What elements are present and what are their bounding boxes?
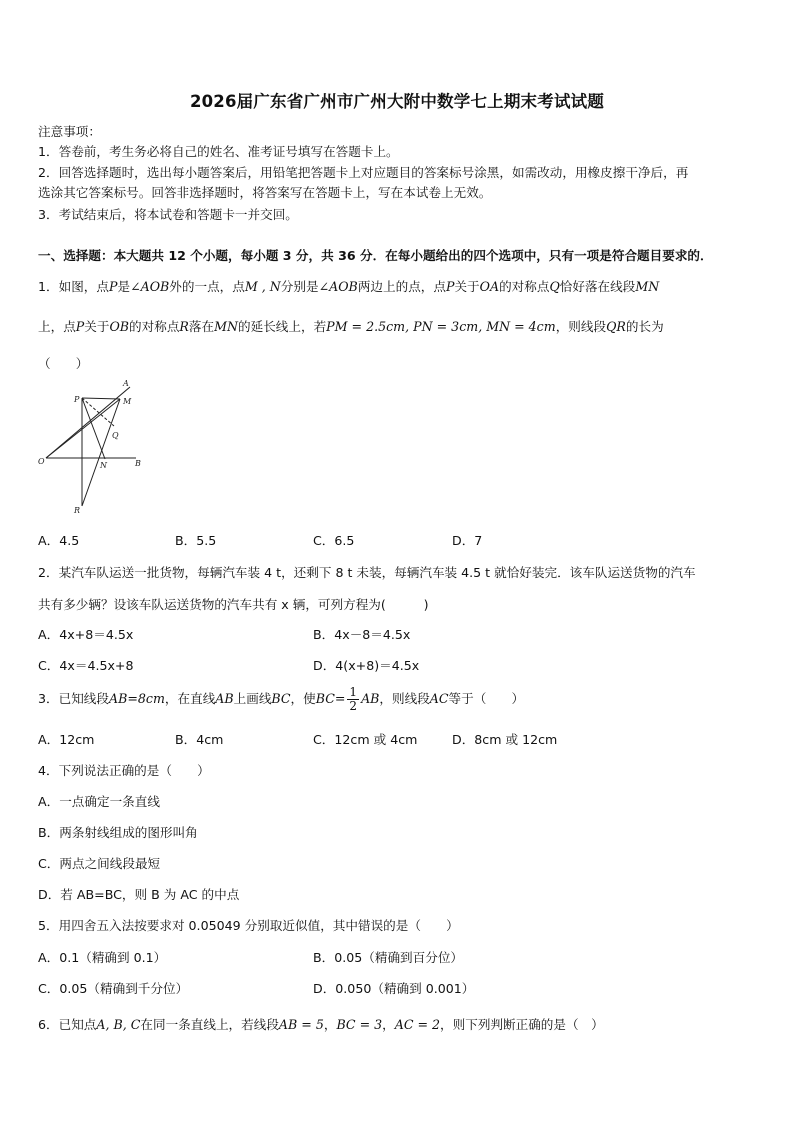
q1-answer-paren: （ ） bbox=[38, 356, 89, 371]
label-o: O bbox=[38, 457, 45, 466]
section-heading: 一、选择题：本大题共 12 个小题，每小题 3 分，共 36 分．在每小题给出的四个选项中，只有一项是符合题目要求的． bbox=[38, 248, 713, 263]
segment-om bbox=[46, 399, 120, 458]
q2-option-b[interactable]: B．4x－8＝4.5x bbox=[313, 627, 411, 642]
segment-pm bbox=[82, 398, 120, 399]
q5-stem: 5．用四舍五入法按要求对 0.05049 分别取近似值，其中错误的是（ ） bbox=[38, 918, 459, 933]
label-b: B bbox=[135, 459, 141, 468]
q1-option-c[interactable]: C．6.5 bbox=[313, 533, 355, 548]
notice-item-2: 2．回答选择题时，选出每小题答案后，用铅笔把答题卡上对应题目的答案标号涂黑，如需改动，用橡皮擦干净后，再 bbox=[38, 165, 689, 180]
label-p: P bbox=[74, 395, 80, 404]
q1-option-a[interactable]: A．4.5 bbox=[38, 533, 80, 548]
page-title: 2026届广东省广州市广州大附中数学七上期末考试试题 bbox=[189, 92, 605, 111]
q3-option-c[interactable]: C．12cm 或 4cm bbox=[313, 732, 418, 747]
q4-stem: 4．下列说法正确的是（ ） bbox=[38, 763, 210, 778]
label-m: M bbox=[123, 397, 132, 406]
q2-option-d[interactable]: D．4(x+8)＝4.5x bbox=[313, 658, 420, 673]
q1-line-2: 上，点P关于OB的对称点R落在MN的延长线上，若PM = 2.5cm, PN = 3cm, MN = 4cm，则线段QR的长为 bbox=[38, 319, 664, 334]
q3-option-d[interactable]: D．8cm 或 12cm bbox=[452, 732, 558, 747]
q4-option-d[interactable]: D．若 AB=BC，则 B 为 AC 的中点 bbox=[38, 887, 240, 902]
q1-line-1: 1．如图，点P是∠AOB外的一点，点M , N分别是∠AOB两边上的点，点P关于OA的对称点Q恰好落在线段MN bbox=[38, 279, 660, 294]
q4-option-c[interactable]: C．两点之间线段最短 bbox=[38, 856, 161, 871]
q4-option-a[interactable]: A．一点确定一条直线 bbox=[38, 794, 160, 809]
notice-item-2-cont: 选涂其它答案标号。回答非选择题时，将答案写在答题卡上，写在本试卷上无效。 bbox=[38, 185, 492, 200]
q5-option-c[interactable]: C．0.05（精确到千分位） bbox=[38, 981, 189, 996]
q2-option-a[interactable]: A．4x+8＝4.5x bbox=[38, 627, 134, 642]
notice-item-3: 3．考试结束后，将本试卷和答题卡一并交回。 bbox=[38, 207, 298, 222]
notice-item-1: 1．答卷前，考生务必将自己的姓名、准考证号填写在答题卡上。 bbox=[38, 144, 399, 159]
q3-stem: 3．已知线段AB=8cm，在直线AB上画线BC，使BC= $\frac{1}{2}$ AB，则线段AC等于（ ） bbox=[38, 685, 525, 713]
q6-stem: 6．已知点A, B, C在同一条直线上，若线段AB = 5，BC = 3，AC = 2，则下列判断正确的是（ ） bbox=[38, 1017, 604, 1032]
label-q: Q bbox=[112, 431, 119, 440]
fraction-one-half: $\frac{1}{2}$ bbox=[349, 685, 358, 713]
q1-option-d[interactable]: D．7 bbox=[452, 533, 483, 548]
q3-option-b[interactable]: B．4cm bbox=[175, 732, 224, 747]
q5-option-a[interactable]: A．0.1（精确到 0.1） bbox=[38, 950, 167, 965]
label-n: N bbox=[100, 461, 107, 470]
q5-option-d[interactable]: D．0.050（精确到 0.001） bbox=[313, 981, 475, 996]
q4-option-b[interactable]: B．两条射线组成的图形叫角 bbox=[38, 825, 198, 840]
q2-line-2: 共有多少辆？设该车队运送货物的汽车共有 x 辆，可列方程为( ) bbox=[38, 597, 429, 612]
q3-option-a[interactable]: A．12cm bbox=[38, 732, 95, 747]
q1-option-b[interactable]: B．5.5 bbox=[175, 533, 217, 548]
q5-option-b[interactable]: B．0.05（精确到百分位） bbox=[313, 950, 464, 965]
label-r: R bbox=[74, 506, 81, 515]
label-a: A bbox=[123, 379, 129, 388]
notice-heading: 注意事项： bbox=[38, 124, 101, 139]
q2-line-1: 2．某汽车队运送一批货物，每辆汽车装 4 t，还剩下 8 t 未装，每辆汽车装 4.5 t 就恰好装完．该车队运送货物的汽车 bbox=[38, 565, 696, 580]
q1-geometry-figure bbox=[36, 376, 146, 516]
q2-option-c[interactable]: C．4x＝4.5x+8 bbox=[38, 658, 134, 673]
